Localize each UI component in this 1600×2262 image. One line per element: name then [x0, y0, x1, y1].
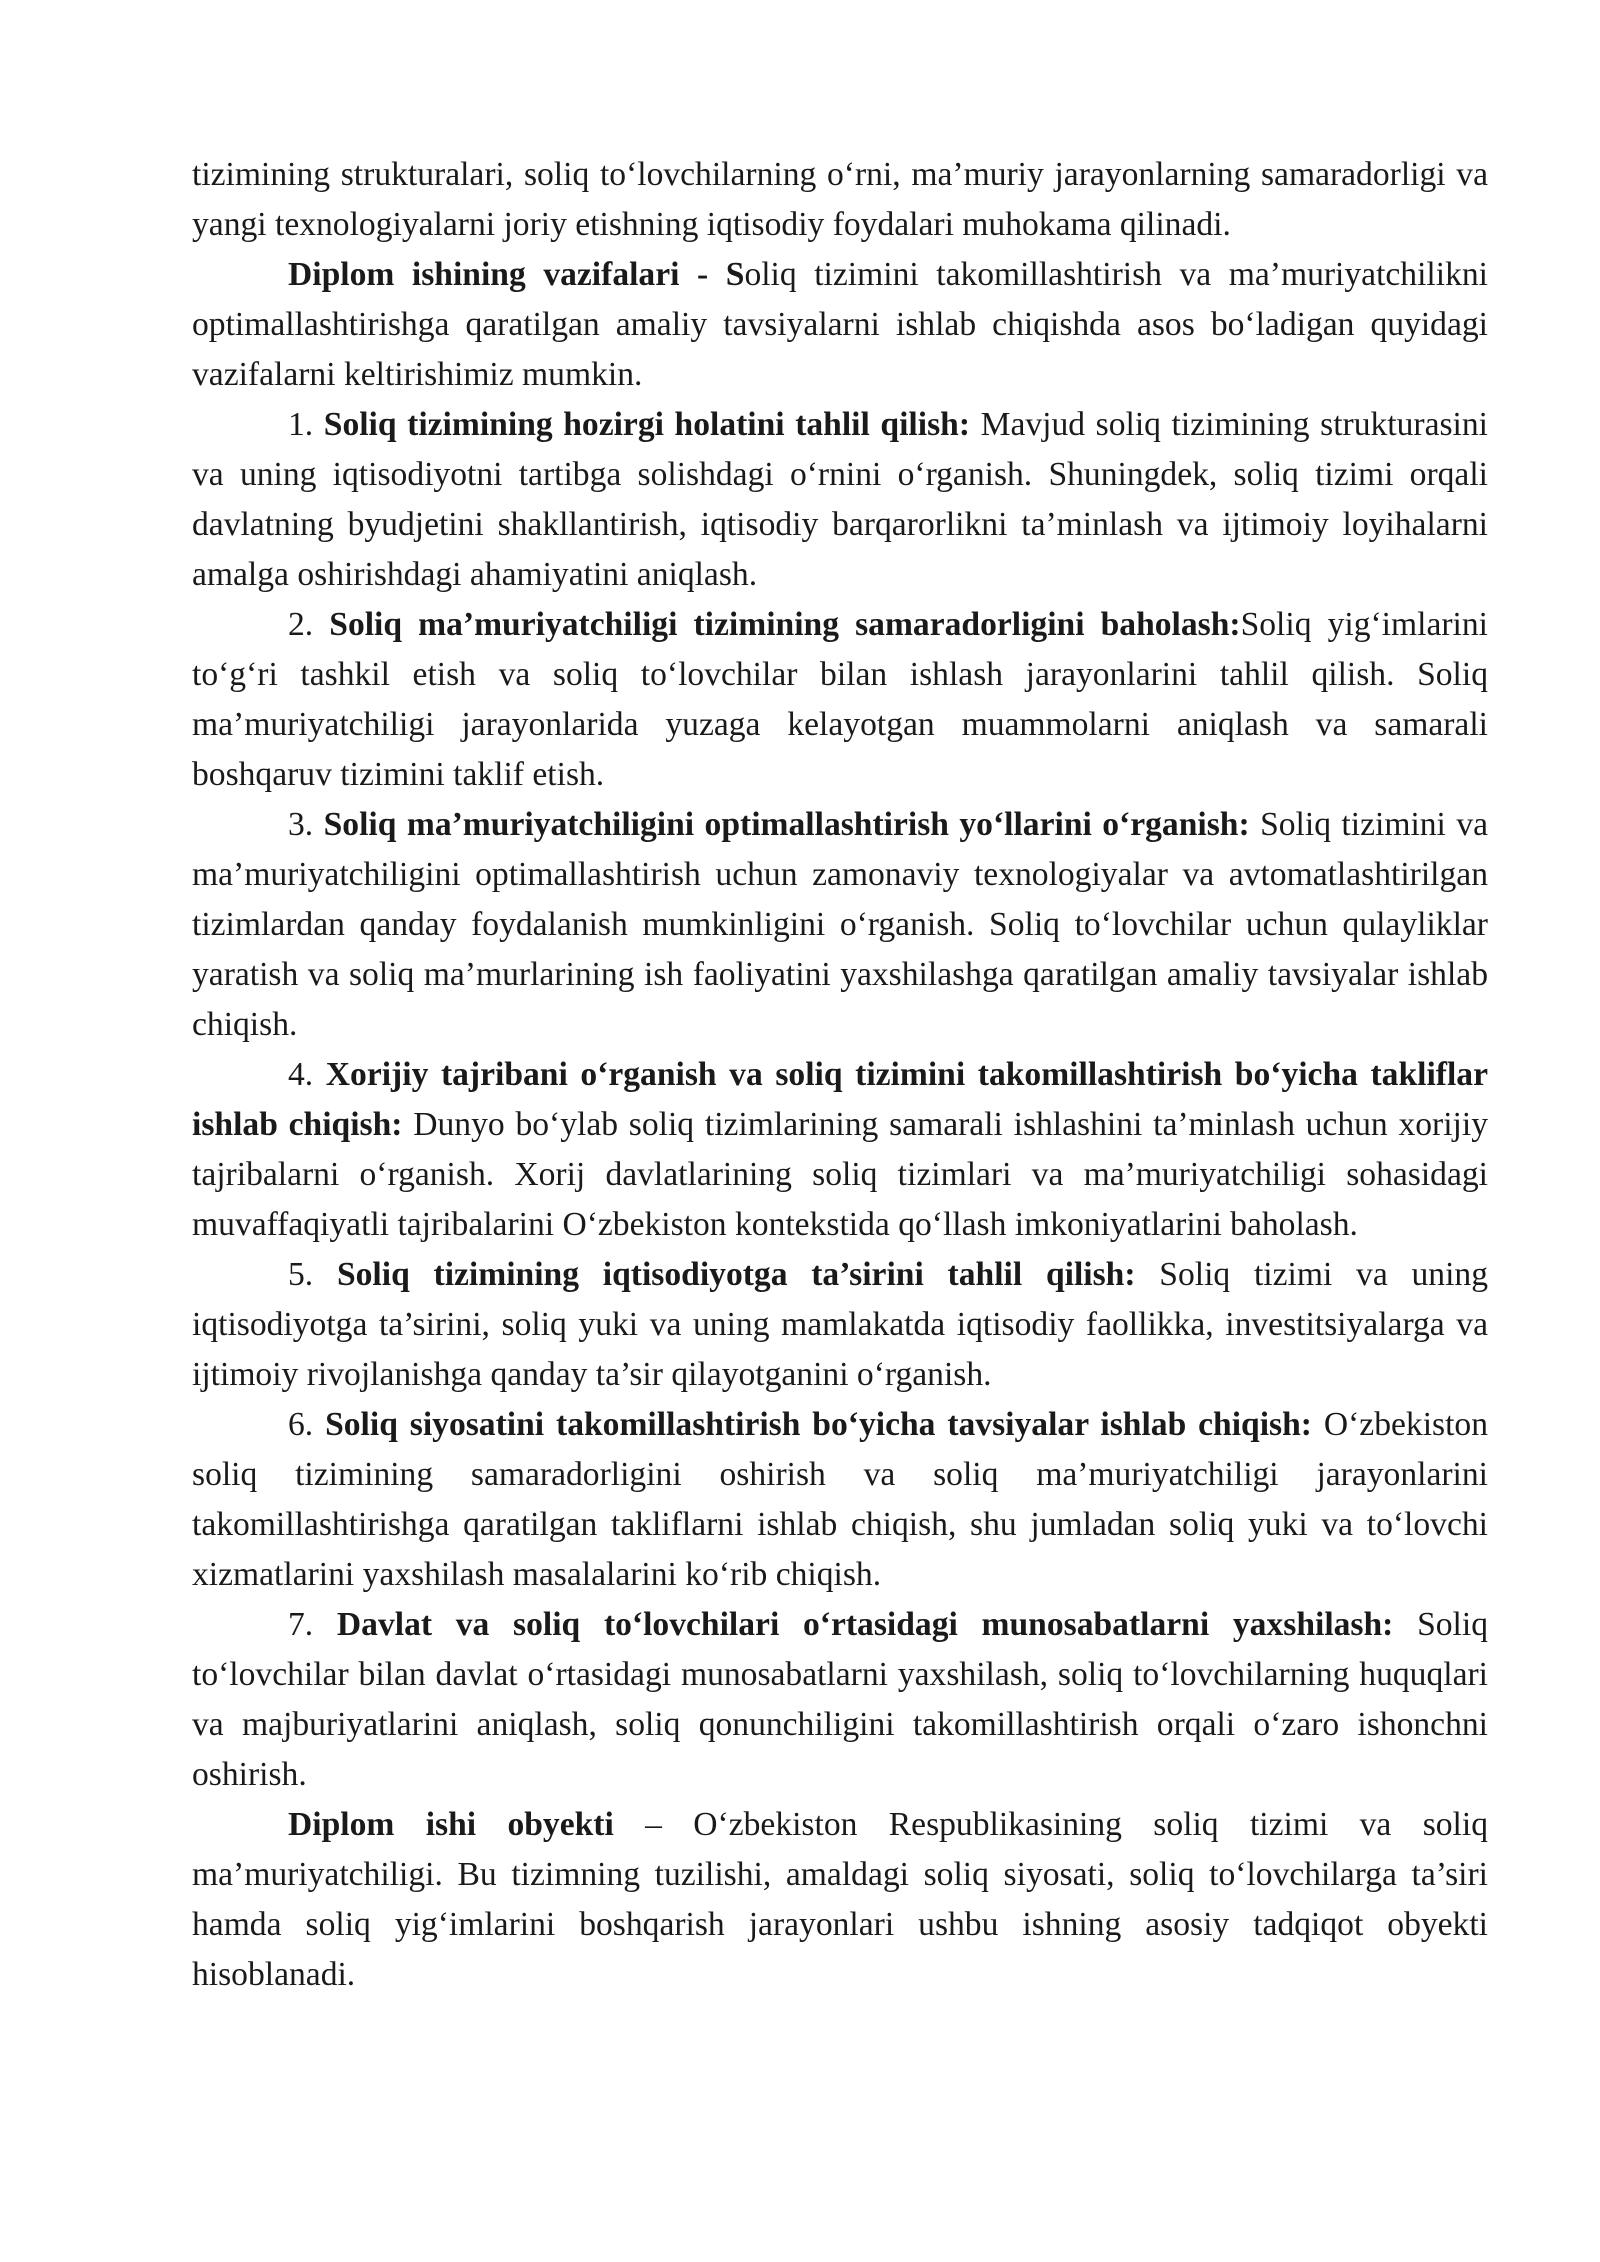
task-item-number: 4. [288, 1056, 326, 1093]
task-item-text: Soliq yig‘imlarini to‘g‘ri tashkil etish va soliq to‘lovchilar bilan ishlash jarayonlarini tahlil qilish. Soliq ma’muriyatchiligi jarayonlarida yuzaga kelayotgan muammolarni aniqlash va samarali boshqaruv tizimini taklif etish. [192, 606, 1488, 793]
task-item-6 [192, 1400, 1488, 1600]
task-item-title: Xorijiy tajribani o‘rganish va soliq tizimini takomillashtirish bo‘yicha takliflar ishlab chiqish: [192, 1056, 1489, 1143]
task-item-text: Mavjud soliq tizimining strukturasini va uning iqtisodiyotni tartibga solishdagi o‘rnini o‘rganish. Shuningdek, soliq tizimi orqali davlatning byudjetini shakllantirish, iqtisodiy barqarorlikni ta’minlash va ijtimoiy loyihalarni amalga oshirishdagi ahamiyatini aniqlash. [192, 406, 1489, 593]
object-paragraph [192, 1800, 1488, 2000]
document-body [192, 150, 1488, 2000]
task-item-title: Soliq ma’muriyatchiligi tizimining samaradorligini baholash: [329, 606, 1241, 643]
task-item-text: Soliq to‘lovchilar bilan davlat o‘rtasidagi munosabatlarni yaxshilash, soliq to‘lovchilarning huquqlari va majburiyatlarini aniqlash, soliq qonunchiligini takomillashtirish orqali o‘zaro ishonchni oshirish. [192, 1606, 1488, 1793]
task-item-7 [192, 1600, 1488, 1800]
task-item-3 [192, 800, 1488, 1050]
tasks-text: oliq tizimini takomillashtirish va ma’muriyatchilikni optimallashtirishga qaratilgan amaliy tavsiyalarni ishlab chiqishda asos bo‘ladigan quyidagi vazifalarni keltirishimiz mumkin. [192, 256, 1488, 393]
task-item-text: Soliq tizimi va uning iqtisodiyotga ta’sirini, soliq yuki va uning mamlakatda iqtisodiy faollikka, investitsiyalarga va ijtimoiy rivojlanishga qanday ta’sir qilayotganini o‘rganish. [192, 1256, 1488, 1393]
tasks-paragraph [192, 250, 1488, 400]
task-item-number: 2. [288, 606, 330, 643]
intro-continuation-paragraph: tizimining strukturalari, soliq to‘lovchilarning o‘rni, ma’muriy jarayonlarning samaradorligi va yangi texnologiyalarni joriy etishning iqtisodiy foydalari muhokama qilinadi. [192, 156, 1488, 243]
task-item-number: 6. [288, 1406, 326, 1443]
object-text: – O‘zbekiston Respublikasining soliq tizimi va soliq ma’muriyatchiligi. Bu tizimning tuzilishi, amaldagi soliq siyosati, soliq to‘lovchilarga ta’siri hamda soliq yig‘imlarini boshqarish jarayonlari ushbu ishning asosiy tadqiqot obyekti hisoblanadi. [192, 1806, 1488, 1993]
object-heading: Diplom ishi obyekti [288, 1806, 614, 1843]
task-item-number: 1. [288, 406, 324, 443]
task-item-1 [192, 400, 1488, 600]
task-item-title: Davlat va soliq to‘lovchilari o‘rtasidagi munosabatlarni yaxshilash: [336, 1606, 1394, 1643]
task-item-title: Soliq tizimining hozirgi holatini tahlil qilish: [323, 406, 971, 443]
task-item-number: 3. [288, 806, 324, 843]
task-item-2 [192, 600, 1488, 800]
task-item-title: Soliq ma’muriyatchiligini optimallashtirish yo‘llarini o‘rganish: [323, 806, 1250, 843]
task-item-5 [192, 1250, 1488, 1400]
tasks-heading: Diplom ishining vazifalari - S [288, 256, 745, 293]
task-item-title: Soliq tizimining iqtisodiyotga ta’sirini tahlil qilish: [336, 1256, 1136, 1293]
task-item-text: Soliq tizimini va ma’muriyatchiligini optimallashtirish uchun zamonaviy texnologiyalar va avtomatlashtirilgan tizimlardan qanday foydalanish mumkinligini o‘rganish. Soliq to‘lovchilar uchun qulayliklar yaratish va soliq ma’murlarining ish faoliyatini yaxshilashga qaratilgan amaliy tavsiyalar ishlab chiqish. [192, 806, 1489, 1043]
task-item-number: 5. [288, 1256, 337, 1293]
task-item-4 [192, 1050, 1488, 1250]
task-item-text: Dunyo bo‘ylab soliq tizimlarining samarali ishlashini ta’minlash uchun xorijiy tajribalarni o‘rganish. Xorij davlatlarining soliq tizimlari va ma’muriyatchiligi sohasidagi muvaffaqiyatli tajribalarini O‘zbekiston kontekstida qo‘llash imkoniyatlarini baholash. [192, 1106, 1489, 1243]
task-item-number: 7. [288, 1606, 337, 1643]
task-item-text: O‘zbekiston soliq tizimining samaradorligini oshirish va soliq ma’muriyatchiligi jarayonlarini takomillashtirishga qaratilgan takliflarni ishlab chiqish, shu jumladan soliq yuki va to‘lovchi xizmatlarini yaxshilash masalalarini ko‘rib chiqish. [192, 1406, 1488, 1593]
task-item-title: Soliq siyosatini takomillashtirish bo‘yicha tavsiyalar ishlab chiqish: [325, 1406, 1312, 1443]
